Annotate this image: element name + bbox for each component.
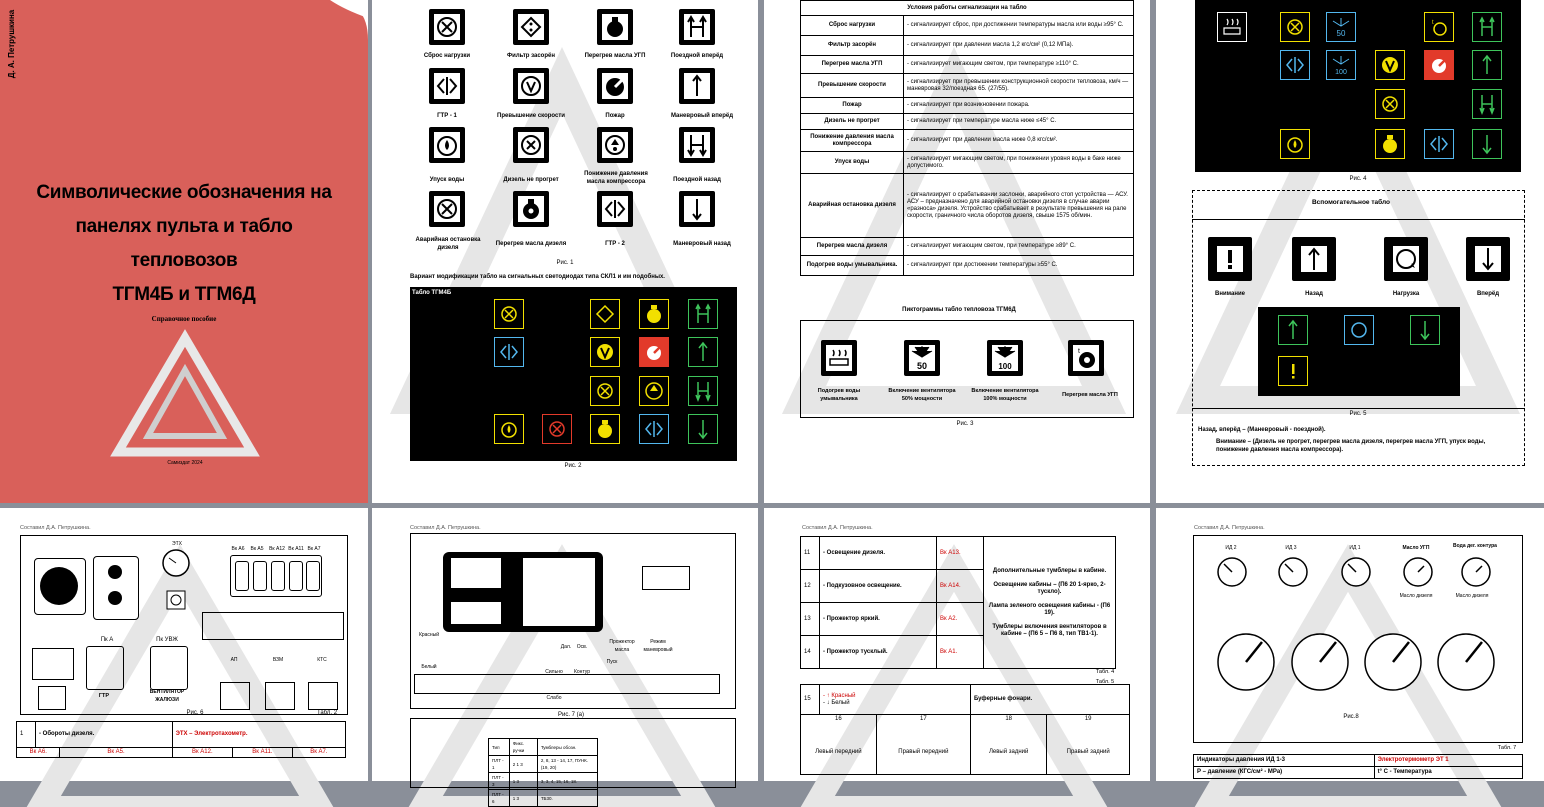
washbasin-heating-icon [821, 340, 857, 376]
tablo-ugp-overheat-icon [1424, 12, 1454, 42]
legend-right-2: t° С - Температура [1374, 767, 1522, 779]
row-code: Вк А2. [937, 603, 984, 636]
tablo-overspeed-icon [1375, 50, 1405, 80]
row-desc: - сигнализирует сброс, при достижении температуры масла или воды ≥95° С. [904, 16, 1134, 36]
cover-footer: Самиздат 2024 [167, 460, 203, 466]
switch-label: Вк А11 [288, 546, 304, 552]
lighting-table [800, 536, 1116, 669]
diesel-not-warm-icon [513, 127, 549, 163]
compressor-oil-pressure-icon [597, 127, 633, 163]
red-light-label: - ↑ Красный [823, 692, 856, 699]
side-text: Тумблеры включения вентиляторов в кабине – (П6 5 – П6 8, тип ТВ1-1). [992, 623, 1107, 637]
row-desc: - сигнализирует при давлении масла ниже 0,8 кгс/см². [904, 130, 1134, 152]
small-gauge [1402, 556, 1434, 588]
side-text: Дополнительные тумблеры в кабине. [992, 567, 1107, 574]
tablo-display [443, 552, 603, 632]
icon-label-shunting-reverse: Маневровый назад [673, 241, 731, 247]
row-desc: - сигнализирует при достижении температуры ≥55° С. [904, 256, 1134, 276]
col-number: 19 [1084, 716, 1092, 722]
voltmeter [34, 558, 86, 615]
tablo-fire-icon [639, 337, 669, 367]
big-gauge [1216, 632, 1276, 692]
row-name: Дизель не прогрет [801, 114, 904, 130]
tablo-water-loss-icon [494, 414, 524, 444]
switch-block-top[interactable] [642, 566, 690, 590]
icon-label-ugp-overheat: Перегрев масла УГП [584, 53, 646, 59]
icon-label-fire: Пожар [605, 113, 625, 119]
fan-selector[interactable] [150, 646, 188, 690]
page-7 [764, 508, 1150, 781]
big-gauge [1436, 632, 1496, 692]
tablo-shunting-reverse-icon [688, 414, 718, 444]
th-toggle: Тумблеры обозн. [537, 739, 597, 756]
author-line: Составил Д.А. Петрушкина. [802, 525, 873, 531]
cover-title-line-2: панелях пульта и табло [75, 216, 293, 237]
gtr-label: ГТР [98, 693, 110, 699]
tablo-diesel-oil-overheat-icon [1375, 129, 1405, 159]
row-code: Вк А14. [937, 570, 984, 603]
page-5 [0, 508, 368, 781]
author-line: Составил Д.А. Петрушкина. [1194, 525, 1265, 531]
variant-caption: Вариант модификации табло на сигнальных светодиодах типа СКЛ1 и им подобных. [410, 274, 665, 280]
row-text: - Освещение дизеля. [820, 537, 937, 570]
mid-label: Масло дизеля [1455, 593, 1489, 599]
cover-logo-triangle [110, 330, 260, 460]
label-osv: Осв. [576, 644, 588, 650]
label-start: Пуск [606, 659, 618, 665]
cover-title-line-3: тепловозов [130, 250, 238, 271]
svg-text:100: 100 [998, 362, 1012, 371]
ugp-oil-overheat-icon [597, 9, 633, 45]
switch-table [16, 721, 346, 758]
pictogram-label: Перегрев масла УГП [1062, 392, 1118, 398]
tablo-fire-icon [1424, 50, 1454, 80]
train-reverse-icon [679, 127, 715, 163]
etx-label: ЭТХ [172, 541, 182, 547]
led-load-icon [1344, 315, 1374, 345]
small-gauge [1277, 556, 1309, 588]
row-name: Сброс нагрузки [801, 16, 904, 36]
switch-label: Вк А5 [250, 546, 264, 552]
icon-label-diesel-oil-overheat: Перегрев масла дизеля [495, 241, 567, 247]
col-label: Вк А5. [60, 748, 172, 758]
row-name: Превышение скорости [801, 74, 904, 98]
pictogram-label: Включение вентилятора 50% мощности [888, 388, 956, 402]
gtr1-icon [429, 68, 465, 104]
row-code: Вк А1. [937, 636, 984, 669]
row-desc: - сигнализирует при возникновении пожара. [904, 98, 1134, 114]
diesel-oil-overheat-icon [513, 191, 549, 227]
cover-title-line-4: ТГМ4Б и ТГМ6Д [112, 284, 256, 305]
fig3-caption: Рис. 3 [956, 421, 974, 427]
tablo-overspeed-icon [590, 337, 620, 367]
pictogram-label: Включение вентилятора 100% мощности [971, 388, 1039, 402]
col-label: Левый передний [815, 749, 862, 755]
legend-left: Индикаторы давления ИД 1-3 [1194, 755, 1375, 767]
gtr-selector[interactable] [86, 646, 124, 690]
cell: 2 1 3 [509, 756, 537, 773]
side-text: Лампа зеленого освещения кабины - (П6 19). [988, 602, 1111, 616]
ugp-oil-overheat-icon [1068, 340, 1104, 376]
table5-caption: Табл. 5 [1095, 679, 1115, 685]
row-text: - Прожектор тусклый. [820, 636, 937, 669]
tablo-gtr-icon [1280, 50, 1310, 80]
reset-load-icon [429, 9, 465, 45]
small-gauge [1340, 556, 1372, 588]
legend-left-2: Р – давление (КГС/см² - МРа) [1194, 767, 1375, 779]
tablo-filter-icon [590, 299, 620, 329]
pictogram-label: Подогрев воды умывальника [817, 388, 861, 402]
white-light-label: - ↓ Белый [823, 699, 850, 706]
aux-note-1: Назад, вперёд – (Маневровый - поездной). [1198, 427, 1326, 433]
tablo-diesel-not-warm-icon [590, 376, 620, 406]
row-name: Фильтр засорён [801, 36, 904, 56]
tablo-diesel-oil-overheat-icon [590, 414, 620, 444]
throttle-knob[interactable] [265, 682, 295, 710]
gauge-label: Масло УГП [1402, 545, 1430, 551]
emergency-stop-icon [429, 191, 465, 227]
aux-tablo-led-panel [1258, 307, 1460, 396]
cover-title [14, 176, 354, 312]
tablo-train-forward-icon [688, 299, 718, 329]
col-number: 17 [920, 716, 927, 722]
buffer-lights-label: Буферные фонари. [970, 685, 1129, 715]
fan-100-icon [987, 340, 1023, 376]
row-desc: - сигнализирует при давлении масла 1,2 кгс/см² (0,12 МПа). [904, 36, 1134, 56]
aux-label-forward: Вперёд [1476, 291, 1500, 297]
aux-label-load: Нагрузка [1392, 291, 1420, 297]
svg-text:50: 50 [1336, 29, 1346, 38]
cell: ПЛТ - 6 [489, 790, 510, 807]
cell: ПЛТ - 1 [489, 756, 510, 773]
switch-row-bottom[interactable] [414, 674, 720, 694]
tablo-shunting-forward-icon [1472, 50, 1502, 80]
buffer-lights-table [800, 684, 1130, 775]
label-dal: Дал. [560, 644, 572, 650]
label-shunting-mode: Режим маневровый [643, 639, 673, 653]
col-label: Левый задний [988, 749, 1029, 755]
tablo-emergency-stop-icon [542, 414, 572, 444]
table-header: Условия работы сигнализации на табло [801, 1, 1134, 16]
col-label: Правый задний [1066, 749, 1110, 755]
icon-label-train-forward: Поездной вперёд [670, 53, 724, 59]
tablo-tgm6d-panel [1195, 0, 1521, 172]
cover-title-line-1: Символические обозначения на [36, 182, 332, 203]
row-name: Пожар [801, 98, 904, 114]
row-desc: - сигнализирует мигающим светом, при понижении уровня воды в баке ниже допустимого. [904, 152, 1134, 174]
col-number: 16 [835, 716, 842, 722]
col-label: Вк А6. [17, 748, 60, 758]
col-number: 18 [1005, 716, 1012, 722]
row-desc: - сигнализирует о срабатывании заслонки, аварийного стоп устройства — АСУ. АСУ – предназначено для аварийной остановки дизеля в случае аварии «разноса» дизеля. Устройство срабатывает в результате превышения на рале скорости, граничного числа оборотов дизеля, свыше 1575 об/мин. [904, 174, 1134, 238]
mid-label: Масло дизеля [1399, 593, 1433, 599]
cover-author: Д. А. Петрушкина [7, 9, 16, 79]
voltage-control-box [93, 556, 139, 620]
th-fix: Фикс. ручки [509, 739, 537, 756]
gauge-label: ИД 2 [1225, 545, 1237, 551]
row-text: - Подкузовное освещение. [820, 570, 937, 603]
icon-label-compressor-oil: Понижение давления масла компрессора [584, 171, 648, 185]
heater-box [38, 686, 66, 710]
cover-subtitle: Справочное пособие [151, 315, 217, 323]
train-forward-icon [679, 9, 715, 45]
row-desc: - сигнализирует при температуре масла ниже ≤45° С. [904, 114, 1134, 130]
icon-label-gtr1: ГТР - 1 [437, 113, 457, 119]
cell: 2, 8, 13 - 14, 17, ПУНК. (19, 20) [537, 756, 597, 773]
shunting-reverse-icon [679, 191, 715, 227]
tablo-reset-load-icon [1280, 12, 1310, 42]
switch-label: Вк А12 [269, 546, 285, 552]
gauges-legend-table [1193, 754, 1523, 779]
tablo-train-reverse-icon [1472, 89, 1502, 119]
switch-icon-strip [202, 612, 344, 640]
page-3 [764, 0, 1150, 503]
label-weak: Слабо [546, 695, 562, 701]
icon-label-gtr2: ГТР - 2 [605, 241, 625, 247]
table4-caption: Табл. 4 [1095, 669, 1115, 675]
gauge-label: Вода дег. контура [1453, 543, 1497, 549]
col-label: Правый передний [898, 749, 949, 755]
label-searchlight: Прожектор масла [609, 639, 635, 653]
row-desc: - сигнализирует при превышении конструкционной скорости тепловоза, км/ч — маневровая 32/поездная 65. (27/55). [904, 74, 1134, 98]
row-right: ЭТХ – Электротахометр. [172, 722, 345, 748]
tablo-diesel-not-warm-icon [1375, 89, 1405, 119]
reverser-knob[interactable] [220, 682, 250, 710]
legend-right: Электротермометр ЭТ 1 [1374, 755, 1522, 767]
led-forward-arrow-icon [1278, 315, 1308, 345]
cell: 1 3 [509, 790, 537, 807]
signal-conditions-table [800, 0, 1134, 276]
water-loss-icon [429, 127, 465, 163]
row-name: Упуск воды [801, 152, 904, 174]
reverse-arrow-icon [1292, 237, 1336, 281]
tablo-reset-load-icon [494, 299, 524, 329]
switch-type-table [488, 738, 598, 807]
svg-text:50: 50 [916, 361, 928, 371]
icon-label-train-reverse: Поездной назад [673, 177, 721, 183]
row-name: Перегрев масла УГП [801, 56, 904, 74]
fig2-caption: Рис. 2 [564, 463, 582, 469]
row-name: Понижение давления масла компрессора [801, 130, 904, 152]
shunting-forward-icon [679, 68, 715, 104]
col-label: Вк А7. [292, 748, 345, 758]
icon-label-filter-clogged: Фильтр засорён [507, 53, 555, 59]
icon-label-overspeed: Превышение скорости [497, 113, 565, 119]
tablo-label: Табло ТГМ4Б [412, 290, 452, 296]
page-4 [1156, 0, 1544, 503]
kts-label: КТС [317, 657, 327, 663]
row-number: 1 [17, 722, 36, 748]
fire-icon [597, 68, 633, 104]
fig5-caption: Рис. 5 [1349, 411, 1367, 417]
big-gauge [1290, 632, 1350, 692]
col-label: Вк А11. [233, 748, 293, 758]
row-number: 14 [801, 636, 820, 669]
fig1-caption: Рис. 1 [556, 260, 574, 266]
row-number: 11 [801, 537, 820, 570]
tablo-tgm4b-panel [410, 287, 737, 461]
row-number: 15 [801, 685, 820, 715]
aux-note-2: Внимание – (Дизель не прогрет, перегрев масла дизеля, перегрев масла УГП, упуск воды, понижение давления масла компрессора). [1216, 439, 1486, 453]
tablo-gtr2-icon [1424, 129, 1454, 159]
tablo-gtr2-icon [639, 414, 669, 444]
cell: ТБ30. [537, 790, 597, 807]
tablo-water-loss-icon [1280, 129, 1310, 159]
fig6-caption: Рис. 6 [186, 710, 204, 716]
icon-label-water-loss: Упуск воды [429, 177, 465, 183]
row-name: Перегрев масла дизеля [801, 238, 904, 256]
led-attention-icon [1278, 356, 1308, 386]
aux-label-attention: Внимание [1215, 291, 1245, 297]
overspeed-icon [513, 68, 549, 104]
switch-label: Вк А7 [307, 546, 321, 552]
vzm-label: ВЗМ [272, 657, 284, 663]
pkuvzh-label: Пк УВЖ [156, 637, 178, 643]
aux-label-reverse: Назад [1305, 291, 1323, 297]
row-label: - Обороты дизеля. [36, 722, 173, 748]
svg-text:t: t [1078, 348, 1080, 355]
cell: 1 3 [509, 773, 537, 790]
fan-label: ВЕНТИЛЯТОР ЖАЛЮЗИ [149, 689, 185, 703]
icon-label-shunting-forward: Маневровый вперёд [670, 113, 733, 119]
row-name: Подогрев воды умывальника. [801, 256, 904, 276]
svg-text:100: 100 [1335, 69, 1347, 76]
toggle-switch-block[interactable] [230, 555, 322, 597]
page-2 [372, 0, 758, 503]
tablo-ugp-overheat-icon [639, 299, 669, 329]
row-text: - Прожектор яркий. [820, 603, 937, 636]
label-contour: Контур [573, 669, 591, 675]
tablo-washbasin-icon [1217, 12, 1247, 42]
tablo-fan-100-icon [1326, 50, 1356, 80]
side-text: Освещение кабины – (П6 20 1-ярко, 2-тускло). [993, 581, 1106, 595]
row-number: 12 [801, 570, 820, 603]
fan-50-icon [904, 340, 940, 376]
icon-label-reset-load: Сброс нагрузки [423, 53, 471, 59]
tablo-gtr-icon [494, 337, 524, 367]
filter-clogged-icon [513, 9, 549, 45]
page-8 [1156, 508, 1544, 781]
load-icon [1384, 237, 1428, 281]
th-type: Тип [489, 739, 510, 756]
tablo-fan-50-icon [1326, 12, 1356, 42]
attention-icon [1208, 237, 1252, 281]
fig8-caption: Рис.8 [1343, 714, 1359, 720]
col-label: Вк А12. [172, 748, 233, 758]
row-code: Вк А13. [937, 537, 984, 570]
table7-caption: Табл. 7 [1497, 745, 1517, 751]
row-desc: - сигнализирует мигающим светом, при температуре ≥110° С. [904, 56, 1134, 74]
fig4-caption: Рис. 4 [1349, 176, 1367, 182]
row-number: 13 [801, 603, 820, 636]
icon-label-emergency-stop: Аварийная остановка дизеля [415, 237, 481, 251]
row-desc: - сигнализирует мигающим светом, при температуре ≥89° С. [904, 238, 1134, 256]
small-gauge [1460, 556, 1492, 588]
svg-text:t: t [1432, 20, 1434, 26]
small-gauge [1216, 556, 1248, 588]
tablo-train-forward-icon [1472, 12, 1502, 42]
author-line: Составил Д.А. Петрушкина. [20, 525, 91, 531]
led-reverse-arrow-icon [1410, 315, 1440, 345]
pictograms-title: Пиктограммы табло тепловоза ТГМ6Д [902, 307, 1016, 313]
fig7-caption: Рис. 7 (а) [557, 712, 585, 718]
tablo-compressor-oil-icon [639, 376, 669, 406]
row-name: Аварийная остановка дизеля [801, 174, 904, 238]
page-6 [372, 508, 758, 804]
table2-caption: Табл. 2 [316, 710, 338, 716]
tablo-shunting-forward-icon [688, 337, 718, 367]
tachometer-gauge [161, 548, 191, 578]
cell: ПЛТ - 3 [489, 773, 510, 790]
gauge-label: ИД 1 [1349, 545, 1361, 551]
forward-arrow-icon [1466, 237, 1510, 281]
aux-tablo-title: Вспомогательное табло [1311, 199, 1391, 206]
diesel-rpm-switch-icon [166, 590, 186, 610]
label-white: Белый [421, 664, 437, 670]
switch-label: Вк А6 [231, 546, 245, 552]
cover-page [0, 0, 368, 503]
ammeter-box [32, 648, 74, 680]
author-line: Составил Д.А. Петрушкина. [410, 525, 481, 531]
label-strong: Сильно [545, 669, 563, 675]
icon-label-diesel-not-warm: Дизель не прогрет [503, 177, 559, 183]
label-red: Красный [418, 632, 440, 638]
gtr2-icon [597, 191, 633, 227]
tablo-shunting-reverse-icon [1472, 129, 1502, 159]
gauge-label: ИД 3 [1285, 545, 1297, 551]
brake-knob[interactable] [308, 682, 338, 710]
big-gauge [1363, 632, 1423, 692]
cell: 3, 3, 4, 15, 16, 18. [537, 773, 597, 790]
pka-label: Пк А [100, 637, 114, 643]
tablo-train-reverse-icon [688, 376, 718, 406]
ap-label: АП [230, 657, 238, 663]
